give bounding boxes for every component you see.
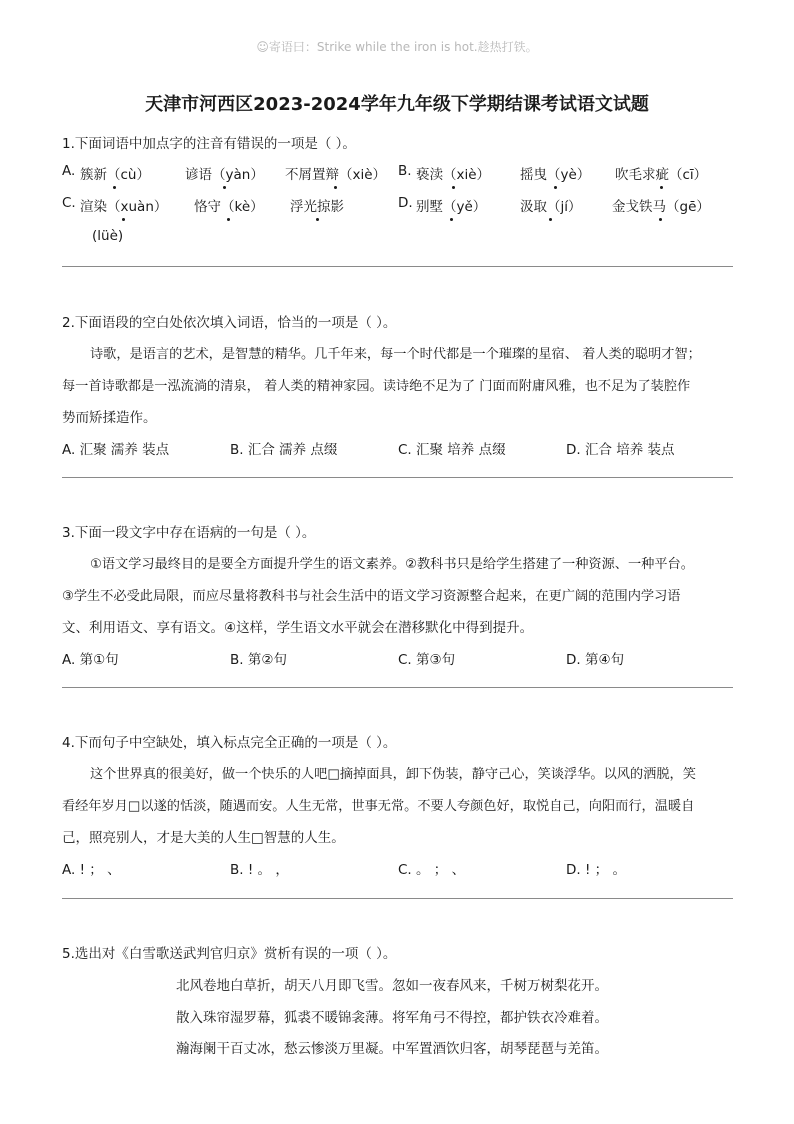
- q1-d2-text: 汲取（jí）: [520, 195, 582, 215]
- q3-passage-line2: ③学生不必受此局限，而应尽量将教科书与社会生活中的语文学习资源整合起来，在更广阔的范围内学习语: [62, 589, 681, 604]
- q1-b3-text: 吹毛求疵（cī）: [615, 163, 707, 183]
- q1-option-b-word1: [416, 163, 490, 183]
- q1-option-d-word1: [416, 195, 486, 215]
- q1-option-d-word2: [520, 195, 582, 215]
- q2-option-d: D. 汇合 培养 装点: [566, 442, 675, 458]
- divider: [62, 687, 733, 688]
- q1-d1-text: 别墅（yě）: [416, 195, 486, 215]
- motto-watermark: ☺寄语曰：Strike while the iron is hot.趁热打铁。: [256, 40, 538, 54]
- q1-stem: 1.下面词语中加点字的注音有错误的一项是（ ）。: [62, 136, 356, 152]
- q1-option-b-label: B.: [398, 163, 412, 179]
- q1-option-b-word3: [615, 163, 707, 183]
- q1-option-d-word3: [612, 195, 710, 215]
- q1-option-c-word3: [290, 195, 344, 215]
- q5-poem-line1: 北风卷地白草折，胡天八月即飞雪。忽如一夜春风来，千树万树梨花开。: [176, 978, 608, 994]
- q5-poem-line2: 散入珠帘湿罗幕，狐裘不暖锦衾薄。将军角弓不得控，都护铁衣冷难着。: [176, 1010, 608, 1026]
- q3-option-d: D. 第④句: [566, 652, 625, 668]
- q2-stem: 2.下面语段的空白处依次填入词语，恰当的一项是（ ）。: [62, 315, 397, 331]
- q1-option-c-word3-pinyin: (lüè): [92, 228, 124, 244]
- q4-option-c: C. 。 ； 、: [398, 862, 466, 878]
- divider: [62, 266, 733, 267]
- q4-option-a: A. ! ； 、: [62, 862, 121, 878]
- q1-option-c-word2: [194, 195, 264, 215]
- q2-passage-line2: 每一首诗歌都是一泓流淌的清泉， 着人类的精神家园。读诗绝不足为了 门面而附庸风雅，也不足为了装腔作: [62, 379, 691, 394]
- divider: [62, 477, 733, 478]
- q3-option-a: A. 第①句: [62, 652, 119, 668]
- q4-passage-line3: 己，照亮别人，才是大美的人生□智慧的人生。: [62, 830, 345, 846]
- q1-option-d-label: D.: [398, 195, 413, 211]
- q4-passage-line2: 看经年岁月□以遂的恬淡，随遇而安。人生无常，世事无常。不要人夸颜色好，取悦自己，向阳而行，温暖自: [62, 799, 695, 814]
- q4-stem: 4.下而句子中空缺处，填入标点完全正确的一项是（ ）。: [62, 735, 397, 751]
- q1-a2-text: 谚语（yàn）: [185, 163, 264, 183]
- q3-option-c: C. 第③句: [398, 652, 456, 668]
- q4-option-b: B. ! 。 ，: [230, 862, 289, 878]
- q5-stem: 5.选出对《白雪歌送武判官归京》赏析有误的一项（ ）。: [62, 946, 397, 962]
- q2-option-c: C. 汇聚 培养 点缀: [398, 442, 506, 458]
- q2-option-b: B. 汇合 濡养 点缀: [230, 442, 338, 458]
- q4-option-d: D. ! ； 。: [566, 862, 626, 878]
- page-title: 天津市河西区2023-2024学年九年级下学期结课考试语文试题: [145, 94, 649, 115]
- q2-passage-line1: 诗歌，是语言的艺术，是智慧的精华。几千年来，每一个时代都是一个璀璨的星宿、 着人类的聪明才智；: [90, 347, 701, 362]
- q1-b2-text: 摇曳（yè）: [520, 163, 590, 183]
- q4-passage-line1: 这个世界真的很美好，做一个快乐的人吧□摘掉面具，卸下伪装，静守己心，笑谈浮华。以风的洒脱，笑: [90, 767, 696, 782]
- q3-stem: 3.下面一段文字中存在语病的一句是（ ）。: [62, 525, 316, 541]
- q3-option-b: B. 第②句: [230, 652, 287, 668]
- q2-option-a: A. 汇聚 濡养 装点: [62, 442, 170, 458]
- q1-c2-text: 恪守（kè）: [194, 195, 264, 215]
- q1-option-c-label: C.: [62, 195, 76, 211]
- q1-option-b-word2: [520, 163, 590, 183]
- q1-b1-text: 亵渎（xiè）: [416, 163, 490, 183]
- divider: [62, 898, 733, 899]
- q5-poem-line3: 瀚海阑干百丈冰，愁云惨淡万里凝。中军置酒饮归客，胡琴琵琶与羌笛。: [176, 1041, 608, 1057]
- q1-option-a-label: A.: [62, 163, 76, 179]
- q1-d3-text: 金戈铁马（gē）: [612, 195, 710, 215]
- q1-option-a-word3: [285, 163, 386, 183]
- q3-passage-line1: ①语文学习最终目的是要全方面提升学生的语文素养。②教科书只是给学生搭建了一种资源、一种平台。: [90, 557, 694, 572]
- q1-a3-text: 不屑置辩（xiè）: [285, 163, 386, 183]
- q2-passage-line3: 势而矫揉造作。: [62, 410, 157, 426]
- q1-c3-text: 浮光掠影: [290, 195, 344, 215]
- q1-c1-text: 渲染（xuàn）: [80, 195, 167, 215]
- q1-option-a-word1: [80, 163, 150, 183]
- q1-a1-text: 簇新（cù）: [80, 163, 150, 183]
- q3-passage-line3: 文、利用语文、享有语文。④这样，学生语文水平就会在潜移默化中得到提升。: [62, 620, 534, 636]
- q1-option-c-word1: [80, 195, 167, 215]
- q1-option-a-word2: [185, 163, 264, 183]
